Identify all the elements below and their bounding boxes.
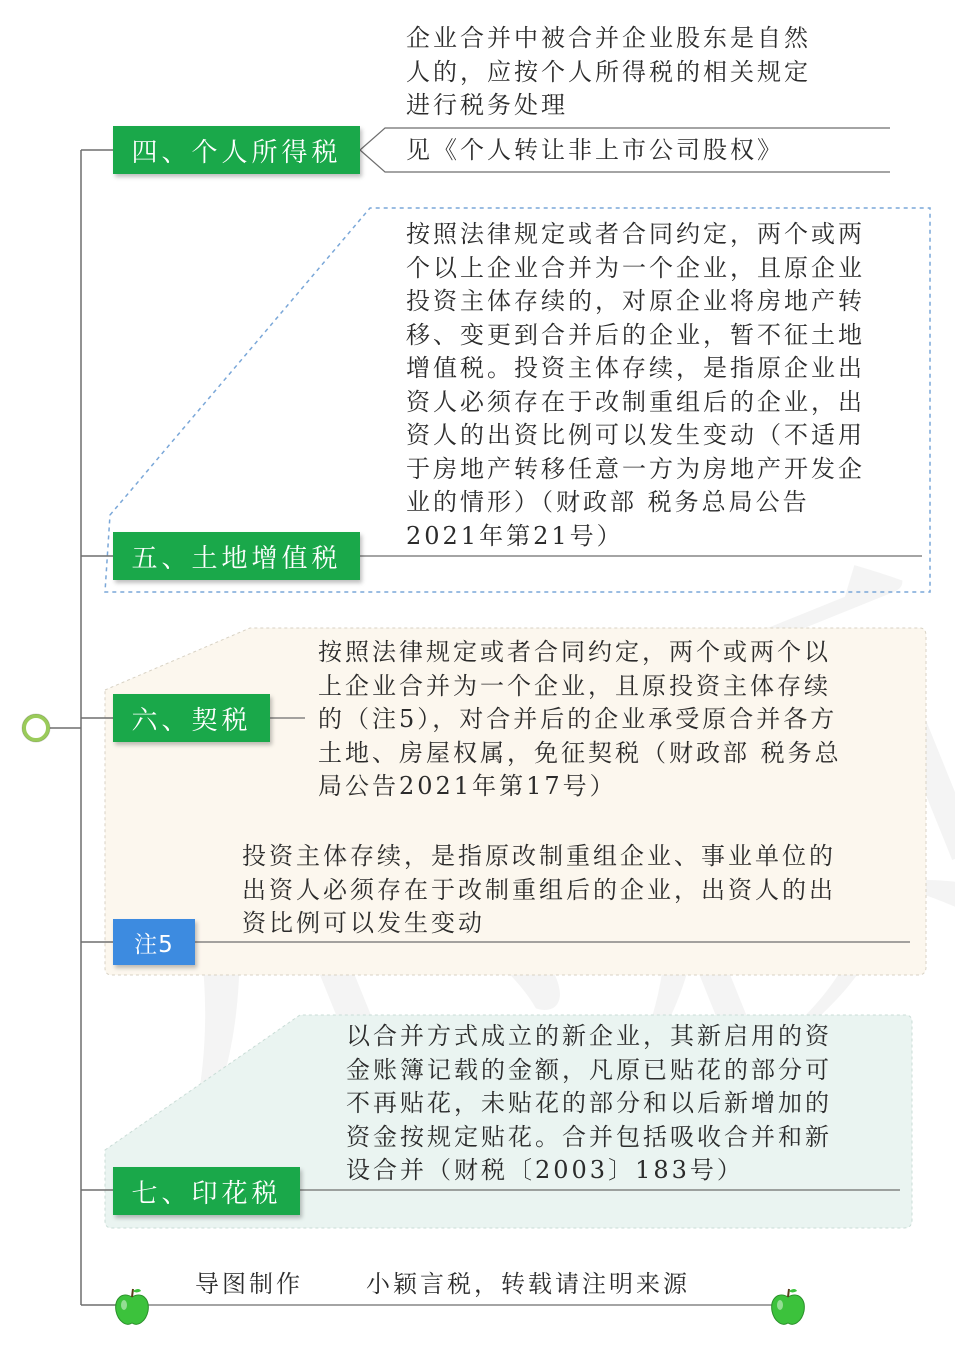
apple-icon	[768, 1285, 808, 1329]
section5-label[interactable]: 五、土地增值税	[113, 532, 360, 580]
section6-label[interactable]: 六、契税	[113, 694, 270, 742]
section6-text: 按照法律规定或者合同约定，两个或两个以 上企业合并为一个企业，且原投资主体存续 的（注5），对合并后的企业承受原合并各方 土地、房屋权属，免征契税（财政部 税务总 局公告2021年第17号）	[318, 638, 842, 800]
section4-label[interactable]: 四、个人所得税	[113, 126, 360, 174]
footer-made-by: 导图制作	[195, 1270, 303, 1298]
section4-text2: 见《个人转让非上市公司股权》	[406, 136, 784, 164]
apple-icon	[112, 1285, 152, 1329]
section7-text: 以合并方式成立的新企业，其新启用的资 金账簿记载的金额，凡原已贴花的部分可 不再贴花，未贴花的部分和以后新增加的 资金按规定贴花。合并包括吸收合并和新 设合并（财税〔2003〕183号）	[346, 1022, 832, 1184]
section5-text: 按照法律规定或者合同约定，两个或两 个以上企业合并为一个企业，且原企业 投资主体存续的，对原企业将房地产转 移、变更到合并后的企业，暂不征土地 增值税。投资主体存续，是指原企业出 资人必须存在于改制重组后的企业，出 资人的出资比例可以发生变动（不适用 于房地产转移任意一方为房地产开发企 业的情形）（财政部 税务总局公告 2021年第21号）	[406, 220, 865, 550]
note5-label[interactable]: 注5	[113, 919, 195, 965]
footer-author: 小颖言税，转载请注明来源	[366, 1270, 690, 1298]
section4-text1: 企业合并中被合并企业股东是自然 人的，应按个人所得税的相关规定 进行税务处理	[406, 24, 811, 119]
note5-text: 投资主体存续，是指原改制重组企业、事业单位的 出资人必须存在于改制重组后的企业，出资人的出 资比例可以发生变动	[242, 842, 836, 937]
section7-label[interactable]: 七、印花税	[113, 1167, 300, 1215]
circle-node-icon	[20, 713, 52, 745]
